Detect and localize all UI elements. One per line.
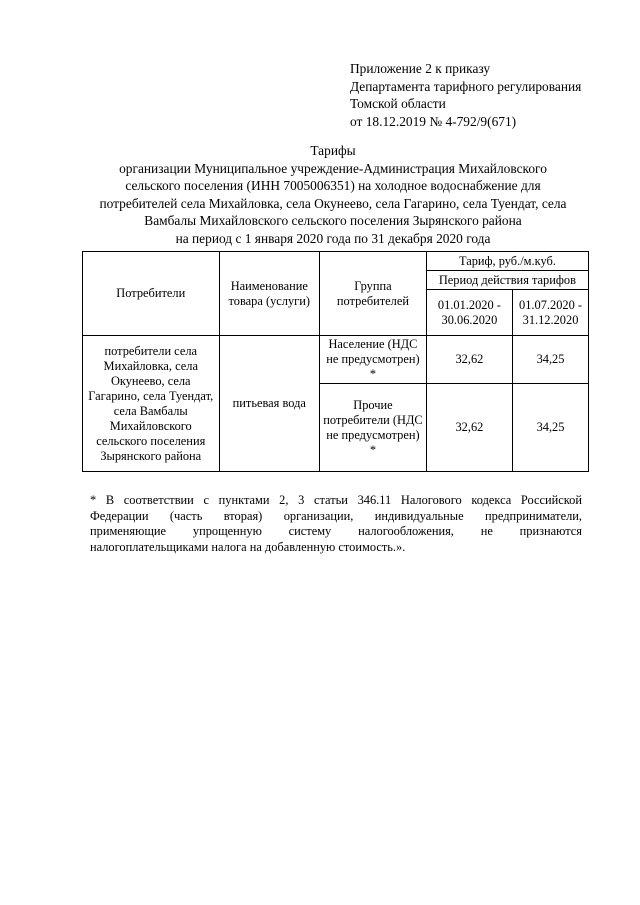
consumers-cell: потребители села Михайловка, села Окунеево, села Гагарино, села Туендат, села Вамбалы Михайловского сельского поселения Зырянского района (83, 336, 220, 472)
header-period-label: Период действия тарифов (426, 271, 588, 290)
product-cell: питьевая вода (219, 336, 320, 472)
title-line: Тарифы (310, 143, 356, 158)
tariff-cell: 32,62 (426, 336, 512, 384)
document-title (80, 142, 586, 248)
footnote (90, 493, 582, 555)
header-tariff-unit: Тариф, руб./м.куб. (426, 252, 588, 271)
footnote-line: применяющие упрощенную систему налогообложения, не признаются (90, 524, 582, 539)
title-line: на период с 1 января 2020 года по 31 декабря 2020 года (175, 230, 491, 246)
group-cell: Население (НДС не предусмотрен) * (320, 336, 427, 384)
appendix-line: Департамента тарифного регулирования (350, 78, 582, 94)
footnote-line: Федерации (часть вторая) организации, индивидуальные предприниматели, (90, 508, 582, 523)
tariff-cell: 32,62 (426, 384, 512, 472)
group-cell: Прочие потребители (НДС не предусмотрен) * (320, 384, 427, 472)
appendix-line: Томской области (350, 96, 446, 111)
title-line: организации Муниципальное учреждение-Администрация Михайловского (119, 160, 547, 176)
header-consumers: Потребители (83, 252, 220, 336)
title-line: потребителей села Михайловка, села Окунеево, села Гагарино, села Туендат, села (99, 195, 567, 211)
header-period-1: 01.01.2020 - 30.06.2020 (426, 290, 512, 336)
footnote-line: * В соответствии с пунктами 2, 3 статьи 346.11 Налогового кодекса Российской (90, 493, 582, 507)
footnote-line: налогоплательщиками налога на добавленную стоимость.». (90, 539, 406, 554)
header-period-2: 01.07.2020 - 31.12.2020 (513, 290, 589, 336)
title-line: сельского поселения (ИНН 7005006351) на холодное водоснабжение для (125, 178, 541, 194)
tariff-table (82, 251, 589, 472)
appendix-line: от 18.12.2019 № 4-792/9(671) (350, 113, 517, 129)
appendix-line: Приложение 2 к приказу (350, 61, 491, 76)
header-product-name: Наименование товара (услуги) (219, 252, 320, 336)
tariff-cell: 34,25 (513, 336, 589, 384)
header-consumer-group: Группа потребителей (320, 252, 427, 336)
appendix-header (350, 60, 581, 130)
title-line: Вамбалы Михайловского сельского поселения Зырянского района (144, 213, 522, 229)
tariff-cell: 34,25 (513, 384, 589, 472)
